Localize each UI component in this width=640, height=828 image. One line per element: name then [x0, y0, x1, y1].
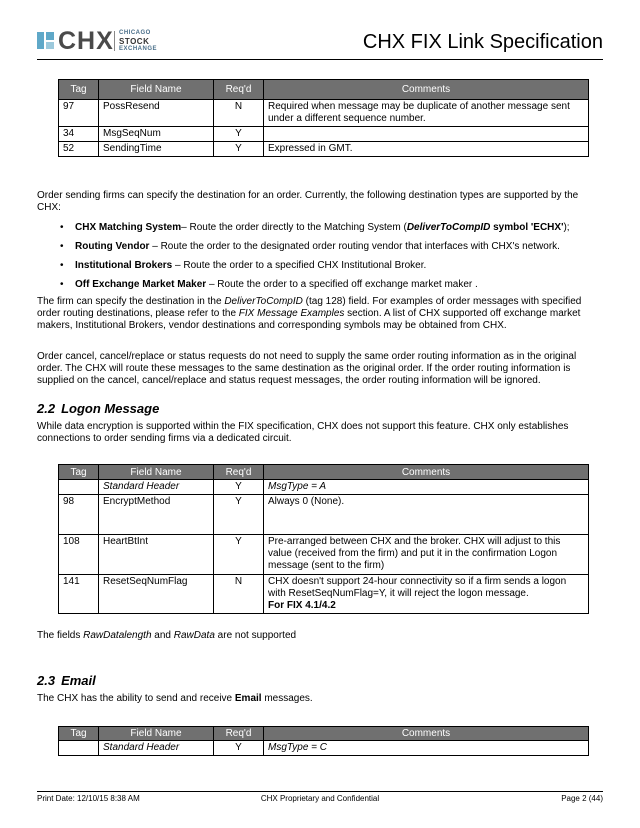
section-heading-email: 2.3 Email [37, 673, 96, 688]
col-reqd: Req'd [214, 465, 264, 480]
col-field-name: Field Name [99, 727, 214, 741]
col-tag: Tag [59, 465, 99, 480]
col-comments: Comments [264, 80, 589, 100]
col-reqd: Req'd [214, 80, 264, 100]
document-title: CHX FIX Link Specification [362, 31, 603, 53]
table-row: 97 PossResend N Required when message may be duplicate of another message sent under a different sequence number. [59, 100, 589, 127]
chx-logo-mark-icon [37, 32, 54, 49]
table-row: 34 MsgSeqNum Y [59, 127, 589, 142]
footer-confidential: CHX Proprietary and Confidential [260, 794, 380, 803]
col-field-name: Field Name [99, 80, 214, 100]
logon-fields-table [58, 464, 589, 614]
paragraph-raw-data: The fields RawDatalength and RawData are not supported [37, 630, 297, 641]
col-field-name: Field Name [99, 465, 214, 480]
col-tag: Tag [59, 727, 99, 741]
paragraph-email: The CHX has the ability to send and receive Email messages. [37, 693, 313, 704]
header-divider [37, 59, 603, 60]
table-row: Standard Header Y MsgType = A [59, 480, 589, 495]
col-comments: Comments [264, 727, 589, 741]
fields-table-1 [58, 79, 589, 157]
footer-page-number: Page 2 (44) [561, 794, 603, 803]
table-row: 98 EncryptMethod Y Always 0 (None). [59, 495, 589, 535]
paragraph-logon: While data encryption is supported within the FIX specification, CHX does not support this feature. CHX only establishes connections to order sending firms via a dedicated circuit. [37, 421, 569, 444]
paragraph-cancel: Order cancel, cancel/replace or status requests do not need to supply the same order routing information as in the original order. The CHX will route these messages to the same destination as the original order. If the order routing information is supplied on the cancel, cancel/replace and status request messages, the order routing information will be ignored. [37, 351, 577, 386]
table-row: 108 HeartBtInt Y Pre-arranged between CHX and the broker. CHX will adjust to this value (received from the firm) and put it in the confirmation Logon message (sent to the firm) [59, 535, 589, 575]
paragraph-firm: The firm can specify the destination in the DeliverToCompID (tag 128) field. For examples of order messages with specified order routing destinations, please refer to the FIX Message Examples section. A list of CHX supported off exchange market makers, Institutional Brokers, vendor destinations and corresponding symbols may be obtained from CHX. [37, 296, 582, 331]
chx-logo [37, 26, 177, 54]
table-row: 141 ResetSeqNumFlag N CHX doesn't support 24-hour connectivity so if a firm sends a logon with ResetSeqNumFlag=Y, it will reject the logon message. For FIX 4.1/4.2 [59, 575, 589, 614]
paragraph-destination: Order sending firms can specify the destination for an order. Currently, the following destination types are supported by the CHX: [37, 190, 579, 213]
col-reqd: Req'd [214, 727, 264, 741]
col-comments: Comments [264, 465, 589, 480]
footer-print-date: Print Date: 12/10/15 8:38 AM [37, 794, 140, 803]
logo-text: CHX [58, 27, 114, 55]
section-heading-logon: 2.2 Logon Message [37, 401, 160, 416]
email-fields-table [58, 726, 589, 756]
table-row: 52 SendingTime Y Expressed in GMT. [59, 142, 589, 157]
logo-subtitle: CHICAGO STOCK EXCHANGE [119, 30, 158, 52]
footer-divider [37, 791, 603, 792]
col-tag: Tag [59, 80, 99, 100]
table-row: Standard Header Y MsgType = C [59, 741, 589, 756]
page-header [37, 26, 603, 58]
